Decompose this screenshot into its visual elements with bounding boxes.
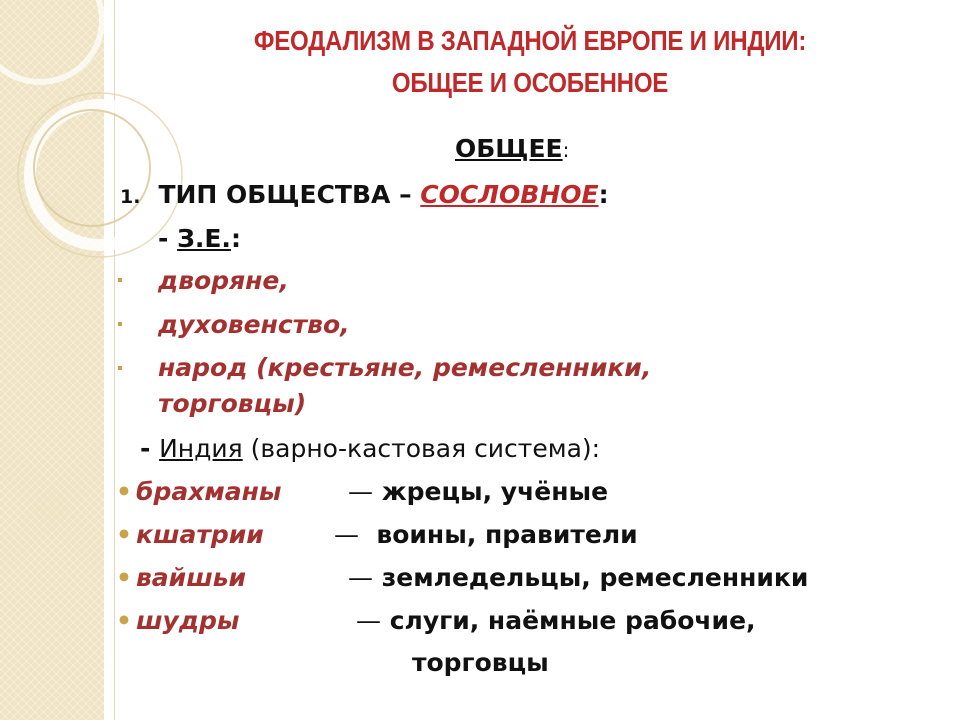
caste-row xyxy=(116,520,264,549)
caste-description xyxy=(348,477,608,506)
list-item: духовенство, xyxy=(158,310,350,339)
list-item-continuation: торговцы) xyxy=(158,389,307,418)
caste-desc: воины, правители xyxy=(376,520,638,549)
point-1 xyxy=(120,180,609,209)
caste-name: кшатрии xyxy=(135,520,264,549)
square-bullet xyxy=(118,322,122,326)
caste-description xyxy=(334,520,638,549)
point-1-text: ТИП ОБЩЕСТВА – xyxy=(158,180,421,209)
we-label-prefix: - xyxy=(158,224,178,253)
square-bullet xyxy=(118,366,122,370)
caste-desc: слуги, наёмные рабочие, xyxy=(389,606,756,635)
caste-name: брахманы xyxy=(135,477,282,506)
caste-row xyxy=(116,606,240,635)
point-1-number: 1. xyxy=(120,186,141,208)
heading-suffix: : xyxy=(562,138,570,162)
list-item: народ (крестьяне, ремесленники, xyxy=(158,353,652,382)
we-label: З.Е. xyxy=(177,224,231,253)
round-bullet: • xyxy=(116,563,132,592)
india-label-prefix: - xyxy=(140,434,160,463)
caste-dash: — xyxy=(348,563,373,592)
india-label-suffix: (варно-кастовая система): xyxy=(242,434,601,463)
point-1-highlight: СОСЛОВНОЕ xyxy=(420,180,599,209)
title-line-2: ОБЩЕЕ И ОСОБЕННОЕ xyxy=(391,67,669,98)
square-bullet xyxy=(118,278,122,282)
heading-text: ОБЩЕЕ xyxy=(455,134,563,163)
caste-desc: земледельцы, ремесленники xyxy=(381,563,809,592)
list-item: дворяне, xyxy=(158,266,289,295)
caste-desc: жрецы, учёные xyxy=(381,477,609,506)
caste-dash: — xyxy=(356,606,381,635)
slide-title xyxy=(186,20,874,104)
western-europe-label xyxy=(158,224,241,253)
caste-name: шудры xyxy=(135,606,240,635)
caste-description xyxy=(356,606,756,635)
point-1-suffix: : xyxy=(598,180,609,209)
we-label-suffix: : xyxy=(230,224,241,253)
caste-name: вайшьи xyxy=(135,563,247,592)
caste-desc-continuation: торговцы xyxy=(412,648,549,677)
section-heading xyxy=(455,134,569,163)
india-label xyxy=(140,434,600,463)
caste-row xyxy=(116,477,282,506)
caste-row xyxy=(116,563,246,592)
caste-description xyxy=(348,563,808,592)
caste-dash: — xyxy=(348,477,373,506)
round-bullet: • xyxy=(116,477,132,506)
caste-dash: — xyxy=(334,520,359,549)
title-line-1: ФЕОДАЛИЗМ В ЗАПАДНОЙ ЕВРОПЕ И ИНДИИ: xyxy=(253,25,807,56)
india-label: Индия xyxy=(159,434,243,463)
round-bullet: • xyxy=(116,606,132,635)
round-bullet: • xyxy=(116,520,132,549)
